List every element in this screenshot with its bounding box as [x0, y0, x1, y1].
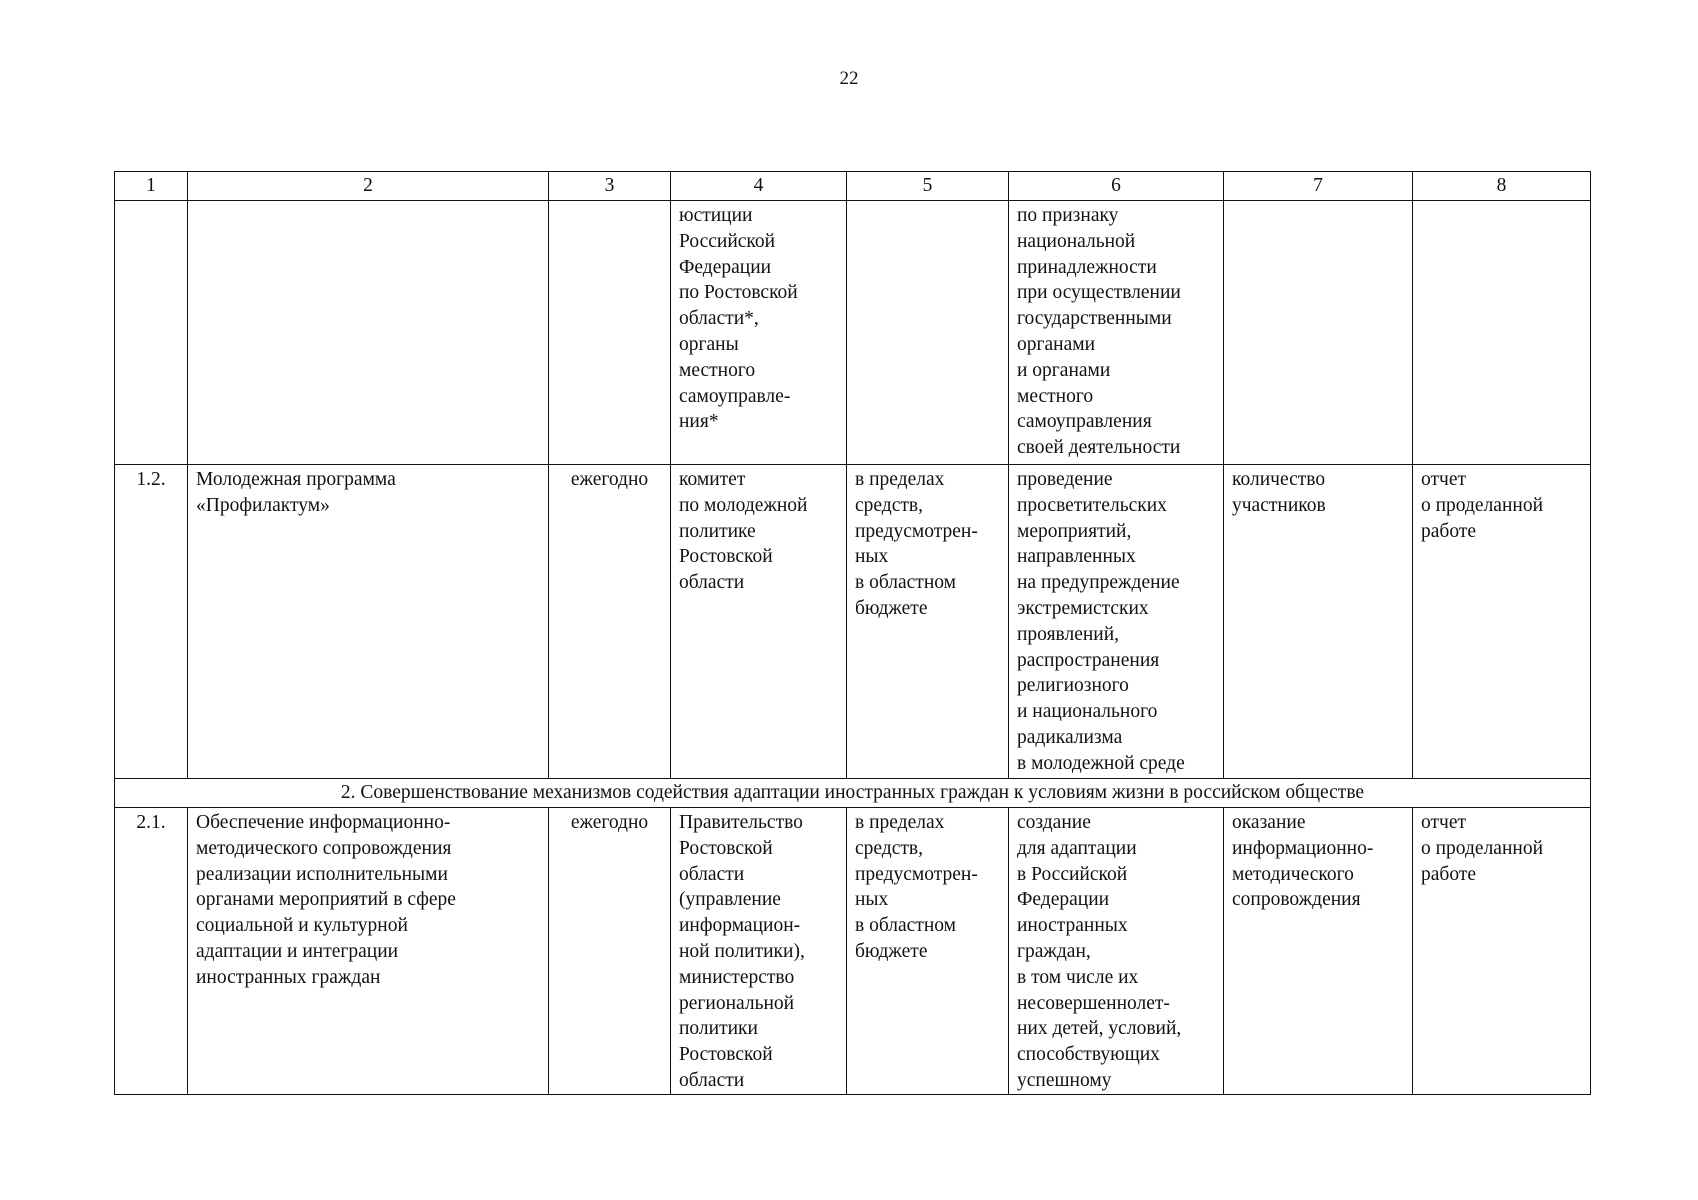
column-number-6: 6 [1009, 172, 1224, 201]
section-heading: 2. Совершенствование механизмов содействия адаптации иностранных граждан к условиям жизни в российском обществе [115, 779, 1591, 808]
column-number-5: 5 [847, 172, 1009, 201]
measure-name-cell: Молодежная программа «Профилактум» [188, 465, 549, 779]
column-number-7: 7 [1224, 172, 1413, 201]
row-number-cell: 2.1. [115, 808, 188, 1095]
funding-cell [847, 201, 1009, 465]
funding-cell: в пределах средств, предусмотрен- ных в областном бюджете [847, 808, 1009, 1095]
measure-name-cell: Обеспечение информационно- методического сопровождения реализации исполнительными органами мероприятий в сфере социальной и культурной адаптации и интеграции иностранных граждан [188, 808, 549, 1095]
column-number-header-row [115, 172, 1591, 201]
executor-cell: юстиции Российской Федерации по Ростовской области*, органы местного самоуправле- ния* [671, 201, 847, 465]
column-number-3: 3 [549, 172, 671, 201]
indicator-cell [1224, 201, 1413, 465]
column-number-8: 8 [1413, 172, 1591, 201]
section-heading-row [115, 779, 1591, 808]
report-cell: отчет о проделанной работе [1413, 808, 1591, 1095]
row-number-cell [115, 201, 188, 465]
table-row-2-1 [115, 808, 1591, 1095]
report-cell: отчет о проделанной работе [1413, 465, 1591, 779]
result-cell: создание для адаптации в Российской Федерации иностранных граждан, в том числе их несовершеннолет- них детей, условий, способствующих успешному [1009, 808, 1224, 1095]
executor-cell: Правительство Ростовской области (управление информацион- ной политики), министерство региональной политики Ростовской области [671, 808, 847, 1095]
period-cell [549, 201, 671, 465]
column-number-4: 4 [671, 172, 847, 201]
result-cell: по признаку национальной принадлежности при осуществлении государственными органами и органами местного самоуправления своей деятельности [1009, 201, 1224, 465]
table-row-continuation [115, 201, 1591, 465]
executor-cell: комитет по молодежной политике Ростовской области [671, 465, 847, 779]
period-cell: ежегодно [549, 465, 671, 779]
indicator-cell: количество участников [1224, 465, 1413, 779]
row-number-cell: 1.2. [115, 465, 188, 779]
measures-table [114, 171, 1591, 1095]
column-number-1: 1 [115, 172, 188, 201]
page-number: 22 [839, 68, 859, 89]
table-row-1-2 [115, 465, 1591, 779]
measure-name-cell [188, 201, 549, 465]
result-cell: проведение просветительских мероприятий, направленных на предупреждение экстремистских проявлений, распространения религиозного и национального радикализма в молодежной среде [1009, 465, 1224, 779]
period-cell: ежегодно [549, 808, 671, 1095]
column-number-2: 2 [188, 172, 549, 201]
report-cell [1413, 201, 1591, 465]
indicator-cell: оказание информационно- методического сопровождения [1224, 808, 1413, 1095]
funding-cell: в пределах средств, предусмотрен- ных в областном бюджете [847, 465, 1009, 779]
